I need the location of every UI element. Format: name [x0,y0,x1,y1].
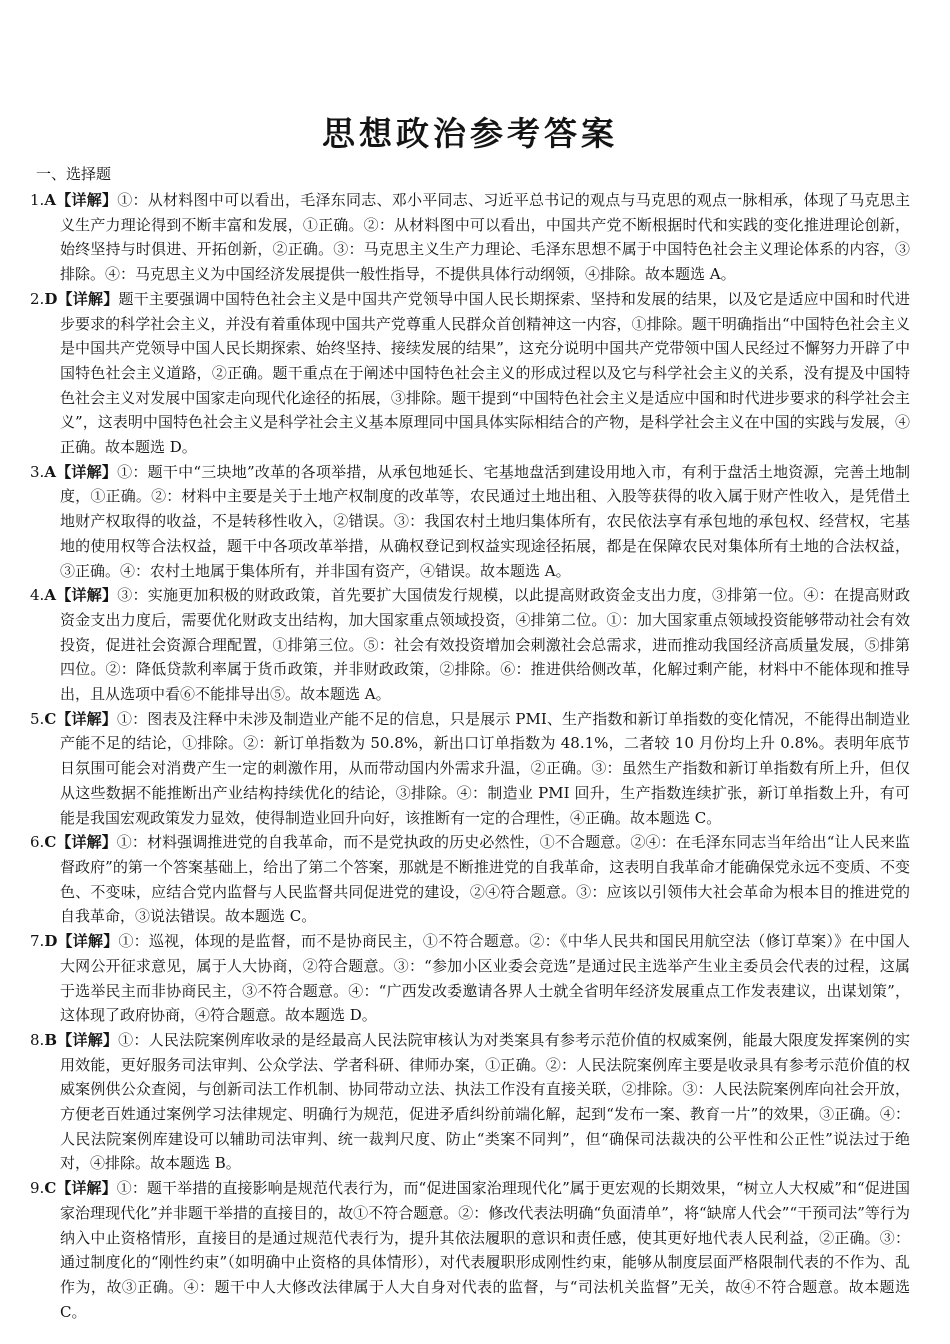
question-number: 1. [30,191,45,209]
question-number: 2. [30,289,45,308]
answer-choice: A [44,191,56,209]
explanation-tag: 【详解】 [57,289,119,308]
answer-choice: C [44,1179,57,1198]
explanation-tag: 【详解】 [57,932,119,951]
explanation-text: ③：实施更加积极的财政政策，首先要扩大国债发行规模，以此提高财政资金支出力度，③排第一位。④：在提高财政资金支出力度后，需要优化财政支出结构，加大国家重点领域投资，④排第二位。①：加大国家重点领域投资能够带动社会有效投资，促进社会资源合理配置，①排第三位。⑤：社会有效投资增加会刺激社会总需求，进而推动我国经济高质量发展，⑤排第四位。②：降低贷款利率属于货币政策，并非财政政策，②排除。⑥：推进供给侧改革，化解过剩产能，材料中不能体现和推导出，且从选项中看⑥不能排导出⑤。故本题选 A。 [60,586,910,704]
answer-list [30,188,910,1324]
explanation-tag: 【详解】 [55,191,118,209]
question-number: 9. [30,1179,45,1198]
answer-item-8 [30,1028,910,1176]
explanation-tag: 【详解】 [55,462,118,481]
question-number: 4. [30,586,45,605]
question-number: 5. [30,709,45,728]
answer-item-5 [30,707,910,831]
question-number: 6. [30,833,45,852]
explanation-text: ①：图表及注释中未涉及制造业产能不足的信息，只是展示 PMI、生产指数和新订单指数的变化情况，不能得出制造业产能不足的结论，①排除。②：新订单指数为 50.8%，新出口订单指数为 48.1%，二者较 10 月份均上升 0.8%。表明年底节日氛围可能会对消费产生一定的刺激作用，从而带动国内外需求升温，②正确。③：虽然生产指数和新订单指数有所上升，但仅从这些数据不能推断出产业结构持续优化的结论，③排除。④：制造业 PMI 回升，生产指数连续扩张，新订单指数上升，有可能是我国宏观政策发力显效，使得制造业回升向好，该推断有一定的合理性，④正确。故本题选 C。 [60,709,910,827]
explanation-text: ①：题干举措的直接影响是规范代表行为，而“促进国家治理现代化”属于更宏观的长期效果，“树立人大权威”和“促进国家治理现代化”并非题干举措的直接目的，故①不符合题意。②：修改代表法明确“负面清单”，将“缺席人代会”“干预司法”等行为纳入中止资格情形，直接目的是通过规范代表行为，提升其依法履职的意识和责任感，使其更好地代表人民利益，②正确。③：通过制度化的“刚性约束”（如明确中止资格的具体情形），对代表履职形成刚性约束，能够从制度层面严格限制代表的不作为、乱作为，故③正确。④：题干中人大修改法律属于人大自身对代表的监督，与“司法机关监督”无关，故④不符合题意。故本题选 C。 [60,1179,910,1321]
answer-choice: C [44,833,57,852]
explanation-tag: 【详解】 [56,833,117,852]
answer-choice: C [44,709,57,728]
answer-choice: A [44,462,56,481]
answer-item-3 [30,460,910,584]
answer-choice: A [44,586,56,605]
answer-item-2 [30,287,910,460]
explanation-tag: 【详解】 [55,586,118,605]
answer-choice: B [44,1030,57,1049]
explanation-text: ①：从材料图中可以看出，毛泽东同志、邓小平同志、习近平总书记的观点与马克思的观点一脉相承，体现了马克思主义生产力理论得到不断丰富和发展，①正确。②：从材料图中可以看出，中国共产党不断根据时代和实践的变化推进理论创新，始终坚持与时俱进、开拓创新，②正确。③：马克思主义生产力理论、毛泽东思想不属于中国特色社会主义理论体系的内容，③排除。④：马克思主义为中国经济发展提供一般性指导，不提供具体行动纲领，④排除。故本题选 A。 [60,191,910,284]
answer-item-4 [30,583,910,707]
explanation-text: 题干主要强调中国特色社会主义是中国共产党领导中国人民长期探索、坚持和发展的结果，以及它是适应中国和时代进步要求的科学社会主义，并没有着重体现中国共产党尊重人民群众首创精神这一内容，①排除。题干明确指出“中国特色社会主义是中国共产党领导中国人民长期探索、始终坚持、接续发展的结果”，这充分说明中国共产党带领中国人民经过不懈努力开辟了中国特色社会主义道路，②正确。题干重点在于阐述中国特色社会主义的形成过程以及它与科学社会主义的关系，没有提及中国特色社会主义对发展中国家走向现代化途径的拓展，③排除。题干提到“中国特色社会主义是适应中国和时代进步要求的科学社会主义”，这表明中国特色社会主义是科学社会主义基本原理同中国具体实际相结合的产物，是科学社会主义在中国的实践与发展，④正确。故本题选 D。 [60,289,910,457]
explanation-tag: 【详解】 [57,1030,119,1049]
explanation-tag: 【详解】 [56,709,117,728]
answer-item-9 [30,1176,910,1324]
document-title: 思想政治参考答案 [322,114,618,153]
question-number: 8. [30,1030,45,1049]
section-heading: 一、选择题 [36,165,112,183]
answer-choice: D [44,289,58,308]
explanation-text: ①：材料强调推进党的自我革命，而不是党执政的历史必然性，①不合题意。②④：在毛泽东同志当年给出“让人民来监督政府”的第一个答案基础上，给出了第二个答案，那就是不断推进党的自我革命，这表明自我革命才能确保党永远不变质、不变色、不变味，应结合党内监督与人民监督共同促进党的建设，②④符合题意。③：应该以引领伟大社会革命为根本目的推进党的自我革命，③说法错误。故本题选 C。 [60,833,910,926]
question-number: 7. [30,932,45,951]
answer-item-1 [30,188,910,287]
answer-choice: D [44,932,58,951]
explanation-text: ①：题干中“三块地”改革的各项举措，从承包地延长、宅基地盘活到建设用地入市，有利于盘活土地资源，完善土地制度，①正确。②：材料中主要是关于土地产权制度的改革等，农民通过土地出租、入股等获得的收入属于财产性收入，是凭借土地财产权取得的收益，不是转移性收入，②错误。③：我国农村土地归集体所有，农民依法享有承包地的承包权、经营权，宅基地的使用权等合法权益，题干中各项改革举措，从确权登记到权益实现途径拓展，都是在保障农民对集体所有土地的合法权益，③正确。④：农村土地属于集体所有，并非国有资产，④错误。故本题选 A。 [60,462,910,580]
answer-item-7 [30,929,910,1028]
explanation-text: ①：巡视，体现的是监督，而不是协商民主，①不符合题意。②：《中华人民共和国民用航空法（修订草案）》在中国人大网公开征求意见，属于人大协商，②符合题意。③：“参加小区业委会竞选”是通过民主选举产生业主委员会代表的过程，这属于选举民主而非协商民主，③不符合题意。④：“广西发改委邀请各界人士就全省明年经济发展重点工作发表建议，出谋划策”，这体现了政府协商，④符合题意。故本题选 D。 [60,932,910,1025]
question-number: 3. [30,462,45,481]
answer-item-6 [30,830,910,929]
explanation-tag: 【详解】 [56,1179,117,1198]
explanation-text: ①：人民法院案例库收录的是经最高人民法院审核认为对类案具有参考示范价值的权威案例，能最大限度发挥案例的实用效能，更好服务司法审判、公众学法、学者科研、律师办案，①正确。②：人民法院案例库主要是收录具有参考示范价值的权威案例供公众查阅，与创新司法工作机制、协同带动立法、执法工作没有直接关联，②排除。③：人民法院案例库向社会开放，方便老百姓通过案例学习法律规定、明确行为规范，促进矛盾纠纷前端化解，起到“发布一案、教育一片”的效果，③正确。④：人民法院案例库建设可以辅助司法审判、统一裁判尺度、防止“类案不同判”，但“确保司法裁决的公平性和公正性”说法过于绝对，④排除。故本题选 B。 [60,1030,910,1173]
